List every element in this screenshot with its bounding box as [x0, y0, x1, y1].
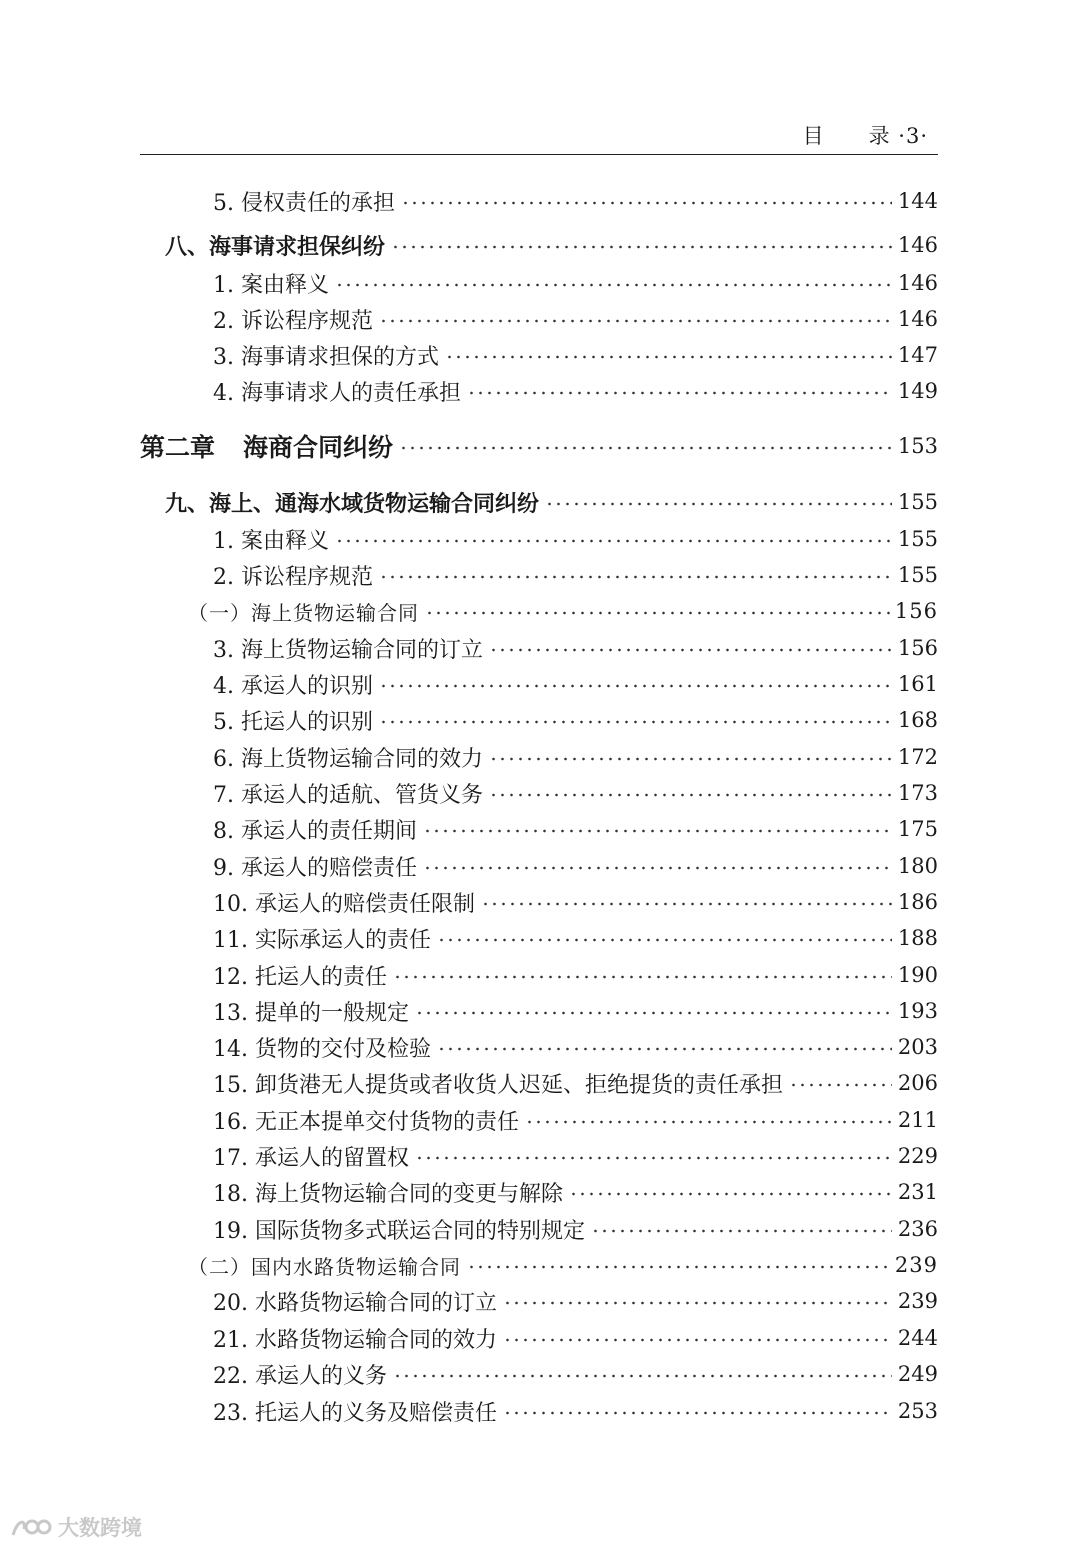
toc-entry: [213, 1321, 938, 1355]
toc-entry-page: 146: [897, 307, 938, 331]
header-section-2: 录: [868, 124, 891, 148]
toc-entry-page: 156: [894, 599, 938, 623]
dot-leader: [415, 994, 892, 1028]
toc-entry: [213, 994, 938, 1028]
dot-leader: [437, 1030, 892, 1064]
toc-entry: [213, 1030, 938, 1064]
toc-entry-title: 10. 承运人的赔偿责任限制: [213, 891, 475, 917]
toc-entry: [213, 631, 938, 665]
toc-entry-title: [140, 428, 399, 464]
toc-entry-page: 239: [894, 1253, 938, 1277]
toc-entry: [213, 958, 938, 992]
toc-entry: [188, 594, 938, 628]
toc-entry: [213, 921, 938, 955]
dot-leader: [467, 374, 892, 408]
toc-entry-title: 九、海上、通海水域货物运输合同纠纷: [165, 491, 540, 517]
toc-entry: [213, 740, 938, 774]
toc-entry-page: 146: [897, 271, 938, 295]
toc-entry: [165, 228, 938, 262]
toc-entry: [213, 812, 938, 846]
toc-entry: [213, 338, 938, 372]
toc-entry: [213, 522, 938, 556]
toc-entry-title: 18. 海上货物运输合同的变更与解除: [213, 1181, 563, 1207]
dot-leader: [789, 1066, 892, 1100]
toc-entry-page: 175: [897, 817, 938, 841]
toc-entry-title: 11. 实际承运人的责任: [213, 927, 431, 953]
toc-entry-title: 7. 承运人的适航、管货义务: [213, 782, 483, 808]
header-page-number: ·3·: [898, 124, 928, 148]
dot-leader: [379, 302, 892, 336]
toc-entry-page: 239: [897, 1289, 938, 1313]
dot-leader: [569, 1175, 892, 1209]
toc-entry-title: 19. 国际货物多式联运合同的特别规定: [213, 1218, 585, 1244]
toc-entry-title: 15. 卸货港无人提货或者收货人迟延、拒绝提货的责任承担: [213, 1072, 783, 1098]
dot-leader: [399, 429, 892, 463]
toc-entry: [140, 429, 938, 463]
toc-entry-page: 253: [897, 1399, 938, 1423]
dot-leader: [525, 1103, 892, 1137]
dot-leader: [401, 184, 892, 218]
toc-entry-title: 3. 海事请求担保的方式: [213, 344, 439, 370]
header-text: [803, 120, 928, 150]
page-header: [140, 118, 938, 155]
dot-leader: [467, 1248, 892, 1282]
chapter-title: 海商合同纠纷: [243, 433, 394, 462]
dot-leader: [481, 885, 892, 919]
dot-leader: [379, 703, 892, 737]
toc-entry-title: 5. 托运人的识别: [213, 709, 373, 735]
toc-entry-title: 22. 承运人的义务: [213, 1363, 387, 1389]
toc-entry: [213, 1284, 938, 1318]
toc-entry-title: 1. 案由释义: [213, 528, 329, 554]
toc-entry-page: 153: [897, 434, 938, 458]
toc-entry-title: 1. 案由释义: [213, 272, 329, 298]
toc-entry-title: 6. 海上货物运输合同的效力: [213, 746, 483, 772]
toc-entry-page: 206: [897, 1071, 938, 1095]
watermark-text: 大数跨境: [58, 1516, 142, 1540]
toc-entry-title: 3. 海上货物运输合同的订立: [213, 637, 483, 663]
toc-entry: [213, 266, 938, 300]
toc-entry: [213, 849, 938, 883]
dot-leader: [591, 1212, 892, 1246]
dot-leader: [425, 594, 892, 628]
dot-leader: [379, 667, 892, 701]
toc-entry-page: 155: [897, 563, 938, 587]
toc-entry: [213, 558, 938, 592]
toc-entry-title: 5. 侵权责任的承担: [213, 190, 395, 216]
chapter-number: 第二章: [140, 433, 216, 462]
toc-entry-page: 155: [897, 490, 938, 514]
toc-entry: [165, 485, 938, 519]
toc-entry-page: 146: [897, 233, 938, 257]
toc-entry-page: 236: [897, 1217, 938, 1241]
toc-entry-title: （二）国内水路货物运输合同: [188, 1254, 461, 1279]
toc-entry-title: 14. 货物的交付及检验: [213, 1036, 431, 1062]
toc-entry-title: 21. 水路货物运输合同的效力: [213, 1327, 497, 1353]
toc-entry: [213, 1103, 938, 1137]
toc-entry-title: 9. 承运人的赔偿责任: [213, 855, 417, 881]
toc-entry: [213, 885, 938, 919]
toc-entry: [213, 703, 938, 737]
toc-entry: [213, 184, 938, 218]
toc-entry: [213, 302, 938, 336]
toc-entry: [213, 1357, 938, 1391]
toc-entry-page: 211: [897, 1108, 938, 1132]
toc-entry-title: 4. 海事请求人的责任承担: [213, 380, 461, 406]
toc-entry-title: 八、海事请求担保纠纷: [165, 234, 386, 260]
toc-entry-page: 173: [897, 781, 938, 805]
toc-entry-title: 4. 承运人的识别: [213, 673, 373, 699]
dot-leader: [503, 1394, 892, 1428]
toc-entry-page: 180: [897, 854, 938, 878]
toc-entry-title: 8. 承运人的责任期间: [213, 818, 417, 844]
watermark: [10, 1512, 142, 1542]
toc-entry-page: 155: [897, 527, 938, 551]
dot-leader: [489, 776, 892, 810]
toc-entry-title: 2. 诉讼程序规范: [213, 564, 373, 590]
logo-icon: [10, 1515, 52, 1539]
dot-leader: [489, 631, 892, 665]
toc-entry-page: 244: [897, 1326, 938, 1350]
toc-entry-title: 16. 无正本提单交付货物的责任: [213, 1109, 519, 1135]
dot-leader: [445, 338, 892, 372]
dot-leader: [503, 1321, 892, 1355]
header-section: 目: [802, 124, 825, 148]
toc-entry-page: 172: [897, 745, 938, 769]
dot-leader: [437, 921, 892, 955]
toc-entry-page: 147: [897, 343, 938, 367]
toc-entry-page: 161: [897, 672, 938, 696]
toc-entry-title: 17. 承运人的留置权: [213, 1145, 409, 1171]
dot-leader: [545, 485, 892, 519]
toc-entry-title: （一）海上货物运输合同: [188, 600, 419, 625]
toc-entry-title: 13. 提单的一般规定: [213, 1000, 409, 1026]
toc-entry-title: 2. 诉讼程序规范: [213, 308, 373, 334]
dot-leader: [393, 1357, 892, 1391]
toc-entry: [213, 1212, 938, 1246]
toc-entry-title: 23. 托运人的义务及赔偿责任: [213, 1400, 497, 1426]
toc-entry: [213, 1394, 938, 1428]
toc-entry-page: 190: [897, 963, 938, 987]
dot-leader: [423, 849, 892, 883]
dot-leader: [379, 558, 892, 592]
toc-entry: [188, 1248, 938, 1282]
toc-entry-page: 186: [897, 890, 938, 914]
dot-leader: [503, 1284, 892, 1318]
dot-leader: [393, 958, 892, 992]
toc-entry-page: 193: [897, 999, 938, 1023]
dot-leader: [489, 740, 892, 774]
toc-entry-page: 156: [897, 636, 938, 660]
dot-leader: [391, 228, 892, 262]
toc-entry-page: 144: [897, 189, 938, 213]
toc-entry: [213, 776, 938, 810]
toc-entry-page: 188: [897, 926, 938, 950]
toc-entry-page: 149: [897, 379, 938, 403]
toc-entry-title: 12. 托运人的责任: [213, 964, 387, 990]
toc-entry-title: 20. 水路货物运输合同的订立: [213, 1290, 497, 1316]
toc-entry: [213, 667, 938, 701]
toc-entry: [213, 1139, 938, 1173]
toc-entry: [213, 1175, 938, 1209]
dot-leader: [415, 1139, 892, 1173]
toc-entry-page: 229: [897, 1144, 938, 1168]
toc-entry: [213, 374, 938, 408]
toc-entry-page: 203: [897, 1035, 938, 1059]
toc-entry-page: 168: [897, 708, 938, 732]
toc-entry: [213, 1066, 938, 1100]
toc-entry-page: 231: [897, 1180, 938, 1204]
dot-leader: [423, 812, 892, 846]
toc-entry-page: 249: [897, 1362, 938, 1386]
dot-leader: [335, 522, 892, 556]
dot-leader: [335, 266, 892, 300]
